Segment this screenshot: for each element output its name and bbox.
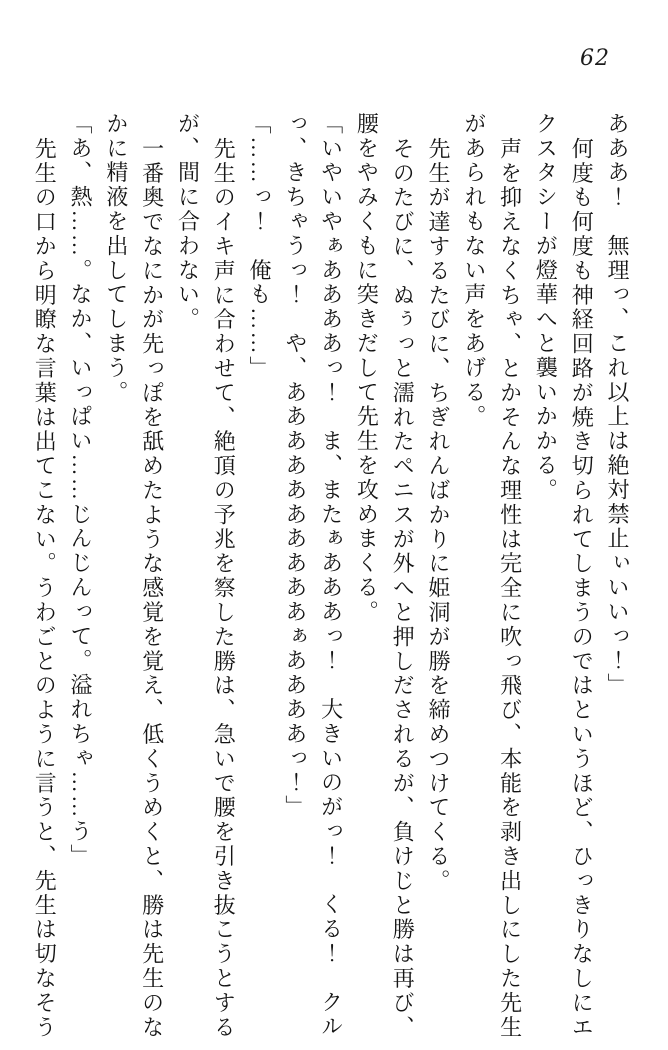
paragraph: 先生が達するたびに、ちぎれんばかりに姫洞が勝を締めつけてくる。: [426, 136, 452, 893]
paragraph: 先生の口から明瞭な言葉は出てこない。うわごとのように言うと、先生は切なそう: [32, 136, 58, 1040]
paragraph: 「いやいやぁああああっ！ ま、またぁあああっ！ 大きいのがっ！ くる！ クルっ、きちゃうっ！ や、ああああああああああぁああああっ！」: [282, 112, 344, 1040]
paragraph: 先生のイキ声に合わせて、絶頂の予兆を察した勝は、急いで腰を引き抜こうとするが、間に合わない。: [175, 112, 237, 1040]
paragraph: そのたびに、ぬぅっと濡れたペニスが外へと押しだされるが、負けじと勝は再び、腰をやみくもに突きだして先生を攻めまくる。: [354, 112, 416, 1040]
paragraph: 何度も何度も神経回路が焼き切られてしまうのではというほど、ひっきりなしにエクスタシーが燈華へと襲いかかる。: [533, 112, 595, 1040]
page-number: 62: [580, 46, 610, 71]
paragraph: 「……っ！ 俺も……」: [247, 112, 273, 381]
text-block: [25, 112, 635, 1042]
paragraph: 「あ、熱……。なか、いっぱい……じんじんって。溢れちゃ……う」: [68, 112, 94, 869]
paragraph: 一番奥でなにかが先っぽを舐めたような感覚を覚え、低くうめくと、勝は先生のなかに精液を出してしまう。: [103, 112, 165, 1040]
paragraph: あああ！ 無理っ、これ以上は絶対禁止ぃいいっ！」: [605, 112, 630, 698]
paragraph: 声を抑えなくちゃ、とかそんな理性は完全に吹っ飛び、本能を剥き出しにした先生があられもない声をあげる。: [461, 112, 523, 1040]
